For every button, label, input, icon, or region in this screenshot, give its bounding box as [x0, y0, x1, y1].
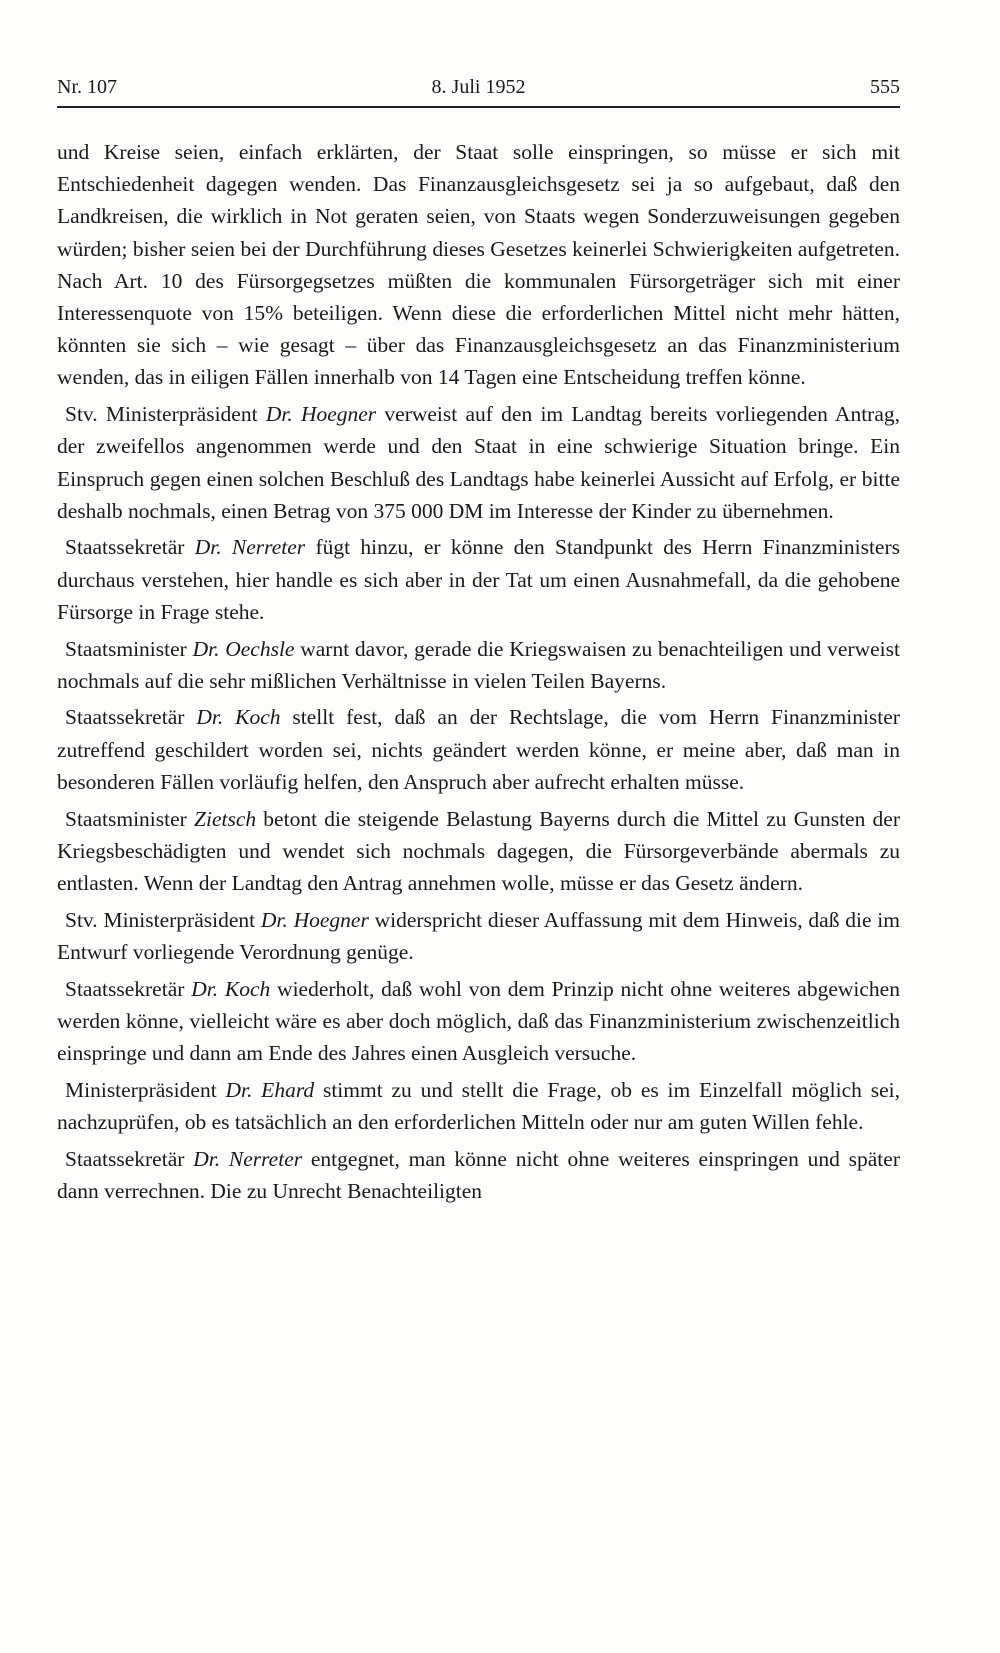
paragraph [57, 973, 900, 1070]
paragraph-text: stellt fest, daß an der Rechtslage, die vom Herrn Finanzminister zutreffend geschildert worden sei, nichts geändert werden könne, er meine aber, daß man in besonderen Fällen vorläufig helfen, den Anspruch aber aufrecht erhalten müsse. [57, 705, 900, 794]
paragraph [57, 1143, 900, 1207]
paragraph [57, 803, 900, 900]
paragraph-text: wiederholt, daß wohl von dem Prinzip nicht ohne weiteres abgewichen werden könne, vielleicht wäre es aber doch möglich, daß das Finanzministerium zwischenzeitlich einspringe und dann am Ende des Jahres einen Ausgleich versuche. [57, 976, 900, 1065]
speaker-name: Zietsch [194, 806, 257, 831]
paragraph-text: Stv. Ministerpräsident [65, 907, 261, 932]
paragraph-text: Stv. Ministerpräsident [65, 402, 266, 427]
running-header [57, 72, 900, 102]
paragraph-text: betont die steigende Belastung Bayerns durch die Mittel zu Gunsten der Kriegsbeschädigten und wendet sich nochmals dagegen, die Fürsorgeverbände abermals zu entlasten. Wenn der Landtag den Antrag annehmen wolle, müsse er das Gesetz ändern. [57, 806, 900, 895]
paragraph [57, 531, 900, 628]
paragraph [57, 1074, 900, 1138]
paragraph [57, 136, 900, 394]
paragraph-text: Staatsminister [65, 806, 195, 831]
paragraph-text: Staatssekretär [65, 976, 192, 1001]
page-number: 555 [870, 76, 900, 98]
paragraph-text: fügt hinzu, er könne den Standpunkt des Herrn Finanzministers durchaus verstehen, hier handle es sich aber in der Tat um einen Ausnahmefall, da die gehobene Fürsorge in Frage stehe. [57, 535, 900, 624]
body-text [57, 136, 900, 1212]
paragraph-text: warnt davor, gerade die Kriegswaisen zu benachteiligen und verweist nochmals auf die sehr mißlichen Verhältnisse in vielen Teilen Bayerns. [57, 636, 900, 693]
paragraph-text: Staatssekretär [65, 705, 197, 730]
speaker-name: Dr. Koch [196, 705, 281, 730]
paragraph-text: Staatssekretär [65, 1146, 194, 1171]
speaker-name: Dr. Ehard [225, 1077, 315, 1102]
paragraph-text: Staatsminister [65, 636, 193, 661]
paragraph-text: verweist auf den im Landtag bereits vorliegenden Antrag, der zweifellos angenommen werde und den Staat in eine schwierige Situation bringe. Ein Einspruch gegen einen solchen Beschluß des Landtags habe keinerlei Aussicht auf Erfolg, er bitte deshalb nochmals, einen Betrag von 375 000 DM im Interesse der Kinder zu übernehmen. [57, 402, 900, 523]
speaker-name: Dr. Oechsle [192, 636, 295, 661]
speaker-name: Dr. Hoegner [265, 402, 377, 427]
speaker-name: Dr. Nerreter [193, 1146, 303, 1171]
paragraph [57, 633, 900, 697]
document-number: Nr. 107 [57, 76, 117, 98]
header-rule [57, 106, 900, 108]
paragraph-text: Ministerpräsident [65, 1077, 226, 1102]
paragraph-text: Staatssekretär [65, 535, 195, 560]
speaker-name: Dr. Hoegner [260, 907, 369, 932]
speaker-name: Dr. Nerreter [194, 535, 306, 560]
paragraph-text: stimmt zu und stellt die Frage, ob es im Einzelfall möglich sei, nachzuprüfen, ob es tatsächlich an den erforderlichen Mitteln oder nur am guten Willen fehle. [57, 1077, 900, 1134]
paragraph-text: widerspricht dieser Auffassung mit dem Hinweis, daß die im Entwurf vorliegende Verordnung genüge. [57, 907, 900, 964]
paragraph [57, 398, 900, 527]
paragraph [57, 904, 900, 968]
paragraph [57, 701, 900, 798]
paragraph-text: entgegnet, man könne nicht ohne weiteres einspringen und später dann verrechnen. Die zu Unrecht Benachteiligten [57, 1146, 900, 1203]
paragraph-text: und Kreise seien, einfach erklärten, der Staat solle einspringen, so müsse er sich mit Entschiedenheit dagegen wenden. Das Finanzausgleichsgesetz sei ja so aufgebaut, daß den Landkreisen, die wirklich in Not geraten seien, von Staats wegen Sonderzuweisungen gegeben würden; bisher seien bei der Durchführung dieses Gesetzes keinerlei Schwierigkeiten aufgetreten. Nach Art. 10 des Fürsorgegsetzes müßten die kommunalen Fürsorgeträger sich mit einer Interessenquote von 15% beteiligen. Wenn diese die erforderlichen Mittel nicht mehr hätten, könnten sie sich – wie gesagt – über das Finanzausgleichsgesetz an das Finanzministerium wenden, das in eiligen Fällen innerhalb von 14 Tagen eine Entscheidung treffen könne. [57, 140, 900, 390]
speaker-name: Dr. Koch [191, 976, 271, 1001]
document-date: 8. Juli 1952 [431, 76, 526, 98]
